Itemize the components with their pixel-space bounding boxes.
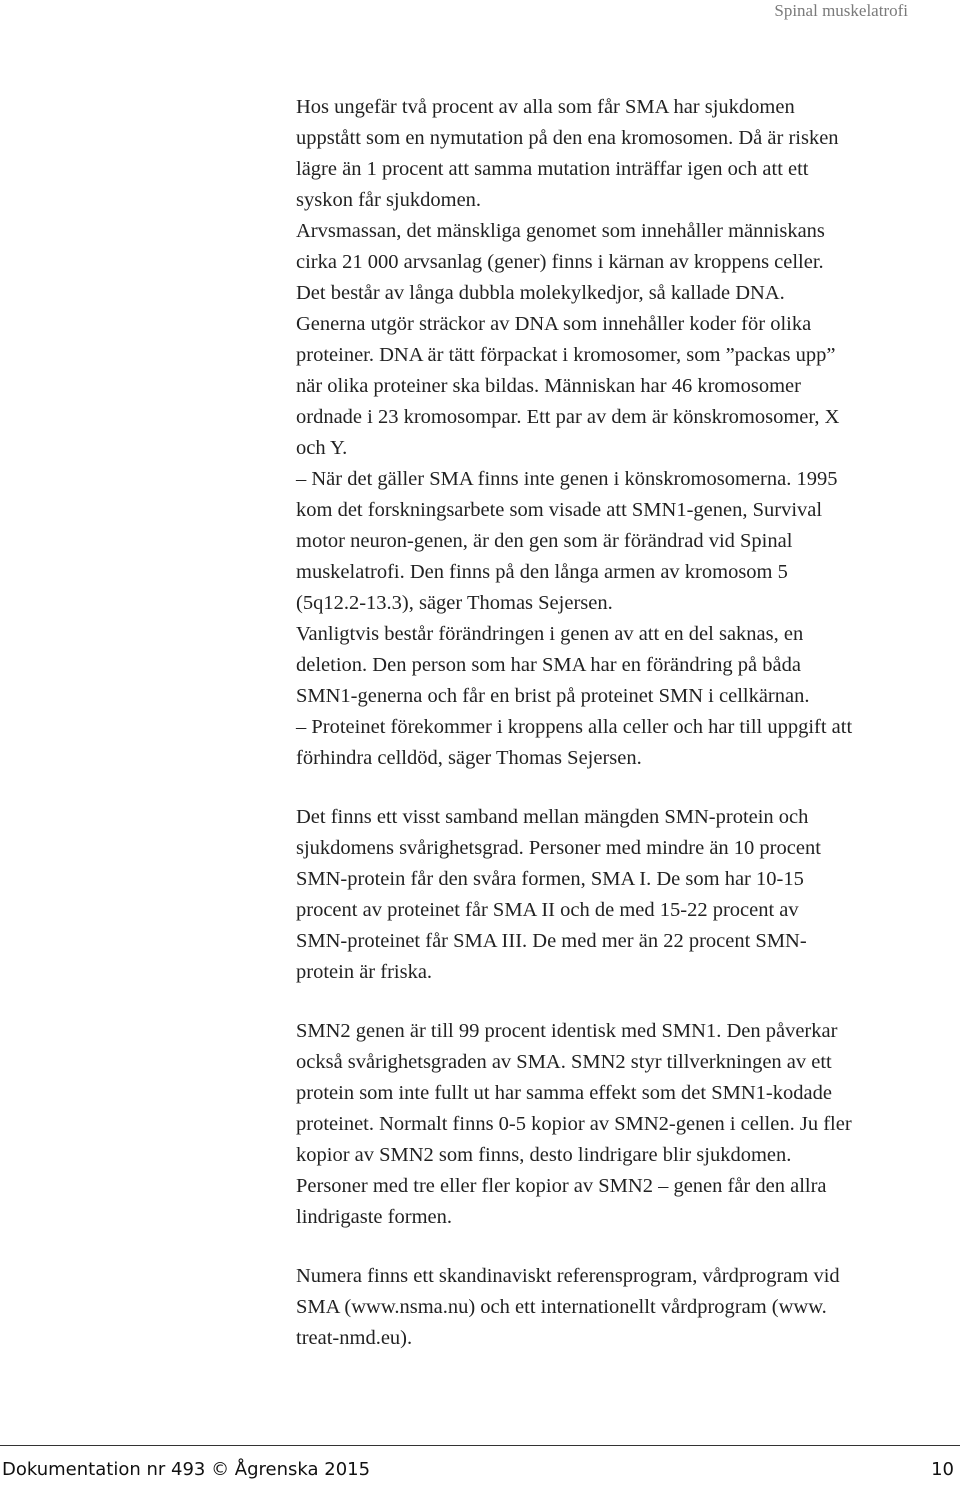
text-line: lindrigaste formen. — [296, 1206, 452, 1228]
footer-divider — [0, 1445, 960, 1446]
text-line: när olika proteiner ska bildas. Människan har 46 kromosomer — [296, 375, 801, 397]
page-number: 10 — [931, 1459, 954, 1480]
text-line: Generna utgör sträckor av DNA som innehåller koder för olika — [296, 313, 812, 335]
footer-publication: Dokumentation nr 493 © Ågrenska 2015 — [2, 1459, 371, 1480]
text-line: ordnade i 23 kromosompar. Ett par av dem är könskromosomer, X — [296, 406, 840, 428]
text-line: också svårighetsgraden av SMA. SMN2 styr tillverkningen av ett — [296, 1051, 832, 1073]
text-line: SMN1-generna och får en brist på proteinet SMN i cellkärnan. — [296, 685, 810, 707]
text-line: och Y. — [296, 437, 348, 459]
text-line: Personer med tre eller fler kopior av SMN2 – genen får den allra — [296, 1175, 827, 1197]
text-line: protein som inte fullt ut har samma effekt som det SMN1-kodade — [296, 1082, 832, 1104]
page-footer — [0, 1459, 960, 1485]
text-line: lägre än 1 procent att samma mutation inträffar igen och att ett — [296, 158, 809, 180]
paragraph-spacer — [296, 774, 926, 802]
text-line: procent av proteinet får SMA II och de med 15-22 procent av — [296, 899, 799, 921]
paragraph-block-inheritance — [296, 92, 926, 774]
text-line: proteinet. Normalt finns 0-5 kopior av SMN2-genen i cellen. Ju fler — [296, 1113, 852, 1135]
text-line: SMN-protein får den svåra formen, SMA I. De som har 10-15 — [296, 868, 804, 890]
text-line: – När det gäller SMA finns inte genen i könskromosomerna. 1995 — [296, 468, 838, 490]
paragraph-spacer — [296, 988, 926, 1016]
text-line: kom det forskningsarbete som visade att SMN1-genen, Survival — [296, 499, 823, 521]
text-line: Det består av långa dubbla molekylkedjor, så kallade DNA. — [296, 282, 785, 304]
text-line: muskelatrofi. Den finns på den långa armen av kromosom 5 — [296, 561, 788, 583]
paragraph-block-smn2 — [296, 1016, 926, 1233]
text-line: treat-nmd.eu). — [296, 1327, 413, 1349]
text-line: förhindra celldöd, säger Thomas Sejersen. — [296, 747, 642, 769]
text-line: SMN-proteinet får SMA III. De med mer än 22 procent SMN- — [296, 930, 807, 952]
text-line: Arvsmassan, det mänskliga genomet som innehåller människans — [296, 220, 825, 242]
text-line: sjukdomens svårighetsgrad. Personer med mindre än 10 procent — [296, 837, 821, 859]
text-line: – Proteinet förekommer i kroppens alla celler och har till uppgift att — [296, 716, 853, 738]
text-line: SMA (www.nsma.nu) och ett internationellt vårdprogram (www. — [296, 1296, 827, 1318]
text-line: Vanligtvis består förändringen i genen av att en del saknas, en — [296, 623, 804, 645]
text-line: proteiner. DNA är tätt förpackat i kromosomer, som ”packas upp” — [296, 344, 836, 366]
article-body — [296, 92, 926, 1354]
paragraph-block-care-programs — [296, 1261, 926, 1354]
text-line: uppstått som en nymutation på den ena kromosomen. Då är risken — [296, 127, 839, 149]
text-line: motor neuron-genen, är den gen som är förändrad vid Spinal — [296, 530, 793, 552]
text-line: syskon får sjukdomen. — [296, 189, 482, 211]
text-line: kopior av SMN2 som finns, desto lindrigare blir sjukdomen. — [296, 1144, 792, 1166]
text-line: Hos ungefär två procent av alla som får SMA har sjukdomen — [296, 96, 795, 118]
text-line: Det finns ett visst samband mellan mängden SMN-protein och — [296, 806, 809, 828]
text-line: cirka 21 000 arvsanlag (gener) finns i kärnan av kroppens celler. — [296, 251, 824, 273]
text-line: protein är friska. — [296, 961, 433, 983]
text-line: deletion. Den person som har SMA har en förändring på båda — [296, 654, 801, 676]
paragraph-spacer — [296, 1233, 926, 1261]
paragraph-block-smn-protein — [296, 802, 926, 988]
running-header-title: Spinal muskelatrofi — [774, 1, 908, 20]
text-line: Numera finns ett skandinaviskt referensprogram, vårdprogram vid — [296, 1265, 840, 1287]
text-line: (5q12.2-13.3), säger Thomas Sejersen. — [296, 592, 613, 614]
text-line: SMN2 genen är till 99 procent identisk med SMN1. Den påverkar — [296, 1020, 838, 1042]
